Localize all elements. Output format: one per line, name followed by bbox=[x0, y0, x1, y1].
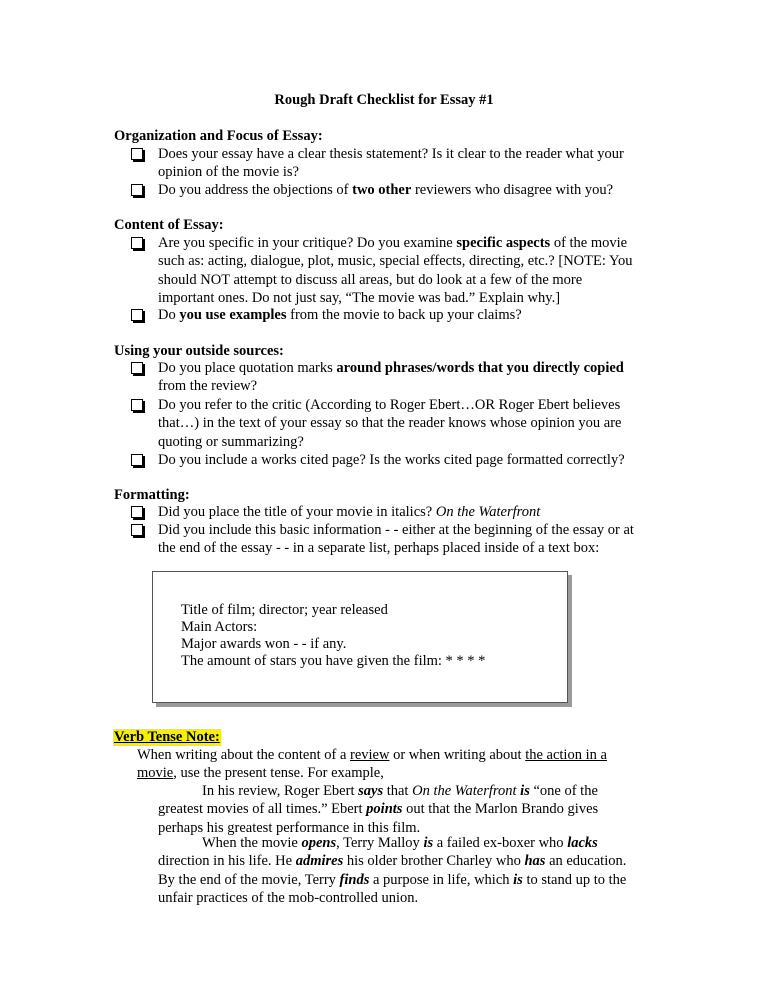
textbox-line: Major awards won - - if any. bbox=[181, 636, 347, 652]
checklist-item: Are you specific in your critique? Do you examine specific aspects of the movie such as: acting, dialogue, plot, music, special effects, directing, etc.? [NOTE: You should NOT attempt to discuss all areas, but do look at a few of the more important ones. Do not just say, “The movie was bad.” Explain why.] bbox=[131, 234, 661, 307]
section-heading-sources: Using your outside sources: bbox=[114, 343, 284, 359]
info-text-box bbox=[152, 571, 568, 703]
checkbox-icon[interactable] bbox=[131, 148, 143, 160]
section-heading-content: Content of Essay: bbox=[114, 217, 224, 233]
section-heading-formatting: Formatting: bbox=[114, 487, 190, 503]
textbox-line: The amount of stars you have given the film: * * * * bbox=[181, 653, 486, 669]
textbox-line: Main Actors: bbox=[181, 619, 258, 635]
checklist-item: Do you place quotation marks around phrases/words that you directly copied from the review? bbox=[131, 359, 661, 396]
checklist-item: Do you include a works cited page? Is the works cited page formatted correctly? bbox=[131, 451, 661, 469]
section-heading-organization: Organization and Focus of Essay: bbox=[114, 128, 323, 144]
checklist-item: Do you address the objections of two other reviewers who disagree with you? bbox=[131, 181, 661, 199]
checkbox-icon[interactable] bbox=[131, 309, 143, 321]
example-paragraph-1: In his review, Roger Ebert says that On the Waterfront is “one of the greatest movies of all times.” Ebert points out that the Marlon Brando gives perhaps his greatest performance in this film. bbox=[158, 783, 599, 836]
checkbox-icon[interactable] bbox=[131, 454, 143, 466]
checkbox-icon[interactable] bbox=[131, 524, 143, 536]
checkbox-icon[interactable] bbox=[131, 237, 143, 249]
verb-tense-heading: Verb Tense Note: bbox=[114, 729, 220, 745]
document-title: Rough Draft Checklist for Essay #1 bbox=[274, 92, 494, 108]
checklist-item: Did you place the title of your movie in italics? On the Waterfront bbox=[131, 503, 661, 521]
textbox-line: Title of film; director; year released bbox=[181, 602, 388, 618]
checkbox-icon[interactable] bbox=[131, 399, 143, 411]
checklist-item: Did you include this basic information - - either at the beginning of the essay or at the end of the essay - - in a separate list, perhaps placed inside of a text box: bbox=[131, 521, 661, 558]
checkbox-icon[interactable] bbox=[131, 184, 143, 196]
checklist-item: Do you refer to the critic (According to Roger Ebert…OR Roger Ebert believes that…) in the text of your essay so that the reader knows whose opinion you are quoting or summarizing? bbox=[131, 396, 661, 451]
checklist-item: Does your essay have a clear thesis statement? Is it clear to the reader what your opinion of the movie is? bbox=[131, 145, 661, 182]
checkbox-icon[interactable] bbox=[131, 506, 143, 518]
checklist-item: Do you use examples from the movie to back up your claims? bbox=[131, 306, 661, 324]
example-paragraph-2: When the movie opens, Terry Malloy is a failed ex-boxer who lacks direction in his life. He admires his older brother Charley who has an education. By the end of the movie, Terry finds a purpose in life, which is to stand up to the unfair practices of the mob-controlled union. bbox=[158, 835, 627, 906]
checkbox-icon[interactable] bbox=[131, 362, 143, 374]
verb-tense-intro: When writing about the content of a review or when writing about the action in a movie, use the present tense. For example, bbox=[137, 747, 607, 782]
